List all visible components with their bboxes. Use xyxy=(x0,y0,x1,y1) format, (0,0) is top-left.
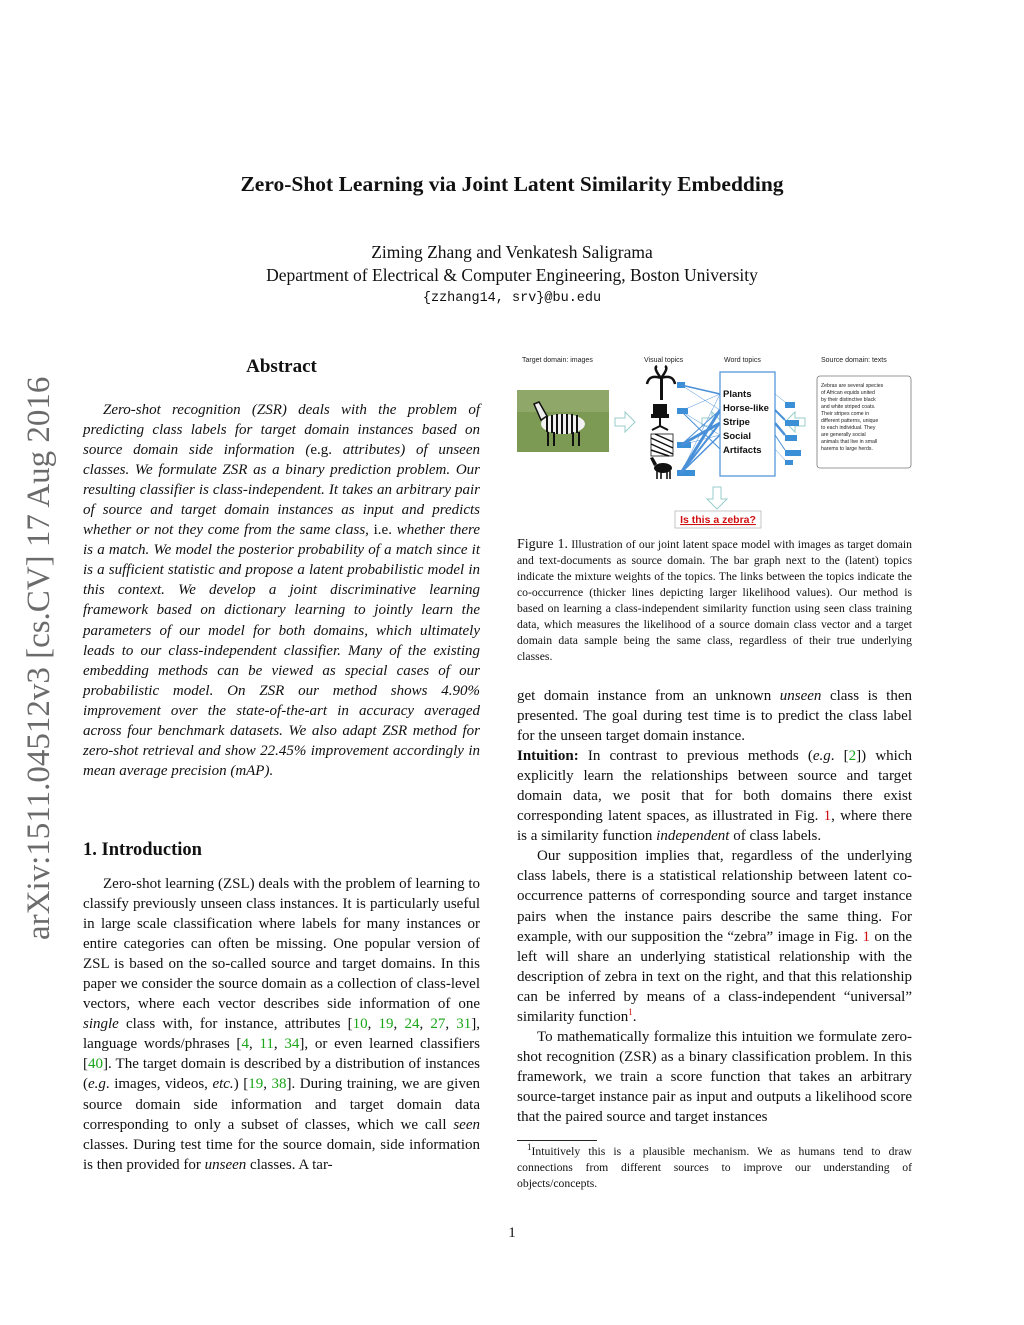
word-topic-plants: Plants xyxy=(723,389,752,400)
citation-link[interactable]: 27 xyxy=(430,1016,446,1033)
citation-link[interactable]: 10 xyxy=(352,1016,368,1033)
figure-label-source-domain: Source domain: texts xyxy=(821,357,887,364)
word-topic-social: Social xyxy=(723,431,751,442)
abstract-text: Zero-shot recognition (ZSR) deals with the problem of predicting class labels for target domain instances based on source domain side information (e.g. attributes) of unseen classes. We formulate ZSR as a binary prediction problem. Our resulting classifier is class-independent. It takes an arbitrary pair of source and target domain instances as input and predicts whether or not they come from the same class, i.e. whether there is a match. We model the posterior probability of a match since it is a sufficient statistic and propose a latent probabilistic model in this context. We develop a joint discriminative learning framework based on dictionary learning to jointly learn the parameters of our model for both domains, which ultimately leads to our class-independent classifier. Many of the existing embedding methods can be viewed as special cases of our probabilistic model. On ZSR our method shows 4.90% improvement over the state-of-the-art in accuracy averaged across four benchmark datasets. We also adapt ZSR method for zero-shot retrieval and show 22.45% improvement accordingly in mean average precision (mAP). xyxy=(83,402,480,779)
source-document xyxy=(817,376,911,468)
palm-tree-icon xyxy=(647,366,675,400)
introduction-text: Zero-shot learning (ZSL) deals with the problem of learning to classify previously unseen class instances. It is particularly useful in large scale classification where labels for many instances or entire categories can often be missing. One popular version of ZSL is based on the so-called source and target domains. In this paper we consider the source domain as a collection of class-level vectors, where each vector describes side information of one single class with, for instance, attributes [10, 19, 24, 27, 31], language words/phrases [4, 11, 34], or even learned classifiers [40]. The target domain is described by a distribution of instances (e.g. images, videos, etc.) [19, 38]. During training, we are given source domain side information and target domain data corresponding to only a subset of classes, which we call seen classes. During test time for the source domain, side information is then provided for unseen classes. A tar- xyxy=(83,876,481,1173)
svg-text:to each individual. They: to each individual. They xyxy=(821,425,876,431)
figure-question: Is this a zebra? xyxy=(680,514,756,526)
figure-1-caption: Figure 1. Illustration of our joint latent space model with images as target domain and text-documents as source domain. The bar graph next to the (latent) topics indicate the mixture weights of the topics. The links between the topics indicate the co-occurrence (thicker lines depicting larger likelihood values). Our method is based on learning a class-independent similarity function using seen class training data, which measures the likelihood of a source domain class vector and a target domain data sample being the same class, regardless of their true underlying classes. xyxy=(517,537,912,663)
svg-text:and white striped coats.: and white striped coats. xyxy=(821,404,876,410)
section-heading-introduction: 1. Introduction xyxy=(83,840,202,860)
citation-link[interactable]: 34 xyxy=(284,1036,300,1053)
citation-link[interactable]: 2 xyxy=(848,748,857,765)
svg-text:by their distinctive black: by their distinctive black xyxy=(821,397,876,403)
citation-link[interactable]: 38 xyxy=(271,1076,287,1093)
figure-label-word-topics: Word topics xyxy=(724,357,761,364)
svg-text:different patterns, unique: different patterns, unique xyxy=(821,418,879,424)
affiliation: Department of Electrical & Computer Engineering, Boston University xyxy=(266,265,758,285)
figure-reference-link[interactable]: 1 xyxy=(823,808,832,825)
word-topic-stripe: Stripe xyxy=(723,417,750,428)
figure-1 xyxy=(517,350,912,535)
figure-label-target-domain: Target domain: images xyxy=(522,357,593,364)
stripe-pattern-icon xyxy=(651,434,673,456)
abstract-heading: Abstract xyxy=(246,356,317,377)
figure-reference-link[interactable]: 1 xyxy=(862,928,871,945)
chair-icon xyxy=(651,404,669,430)
arxiv-identifier: arXiv:1511.04512v3 [cs.CV] 17 Aug 2016 xyxy=(21,376,57,940)
citation-link[interactable]: 40 xyxy=(88,1056,103,1073)
citation-link[interactable]: 4 xyxy=(241,1036,249,1053)
paper-title: Zero-Shot Learning via Joint Latent Similarity Embedding xyxy=(240,172,784,196)
introduction-text-continued: get domain instance from an unknown unseen class is then presented. The goal during test time is to predict the class label for the unseen target domain instance. Intuition: In contrast to previous methods (e.g. [2]) which explicitly learn the relationships between source and target domain data, we posit that for both domains there exist corresponding latent spaces, as illustrated in Fig. 1, where there is a similarity function independent of class labels. Our supposition implies that, regardless of the underlying class labels, there is a statistical relationship between latent co-occurrence patterns of corresponding source and target instance pairs when the instance pairs describe the same thing. For example, with our supposition the “zebra” image in Fig. 1 on the left will share an underlying statistical relationship with the description of zebra in text on the right, and that this relationship can be inferred by means of a class-independent “universal” similarity function$^1$. To mathematically formalize this intuition we formulate zero-shot recognition (ZSR) as a binary classification problem. In this framework, we train a score function that takes an arbitrary source-target instance pair as input and outputs a likelihood score that the paired source and target instances xyxy=(517,688,912,1125)
footnote-divider xyxy=(517,1140,597,1141)
author-list: Ziming Zhang and Venkatesh Saligrama xyxy=(371,242,653,262)
svg-text:Zebras are several species: Zebras are several species xyxy=(821,383,884,389)
citation-link[interactable]: 11 xyxy=(259,1036,274,1053)
svg-text:are generally social: are generally social xyxy=(821,432,866,438)
page-number: 1 xyxy=(508,1225,516,1241)
svg-text:harems to large herds.: harems to large herds. xyxy=(821,446,873,452)
svg-text:animals that live in small: animals that live in small xyxy=(821,439,878,445)
citation-link[interactable]: 19 xyxy=(378,1016,394,1033)
footnote-link[interactable]: 1 xyxy=(628,1006,633,1017)
author-email: {zzhang14, srv}@bu.edu xyxy=(422,291,602,306)
citation-link[interactable]: 31 xyxy=(456,1016,472,1033)
zebra-photo xyxy=(517,390,609,452)
word-topic-horse-like: Horse-like xyxy=(723,403,769,414)
svg-text:of African equids united: of African equids united xyxy=(821,390,875,396)
word-topic-artifacts: Artifacts xyxy=(723,445,762,456)
citation-link[interactable]: 24 xyxy=(404,1016,420,1033)
footnote: $^1$Intuitively this is a plausible mechanism. We as humans tend to draw connections from different sources to improve our understanding of objects/concepts. xyxy=(517,1142,912,1190)
figure-label-visual-topics: Visual topics xyxy=(644,357,684,364)
svg-text:Their stripes come in: Their stripes come in xyxy=(821,411,870,417)
zebra-silhouette-icon xyxy=(650,457,672,479)
citation-link[interactable]: 19 xyxy=(248,1076,264,1093)
